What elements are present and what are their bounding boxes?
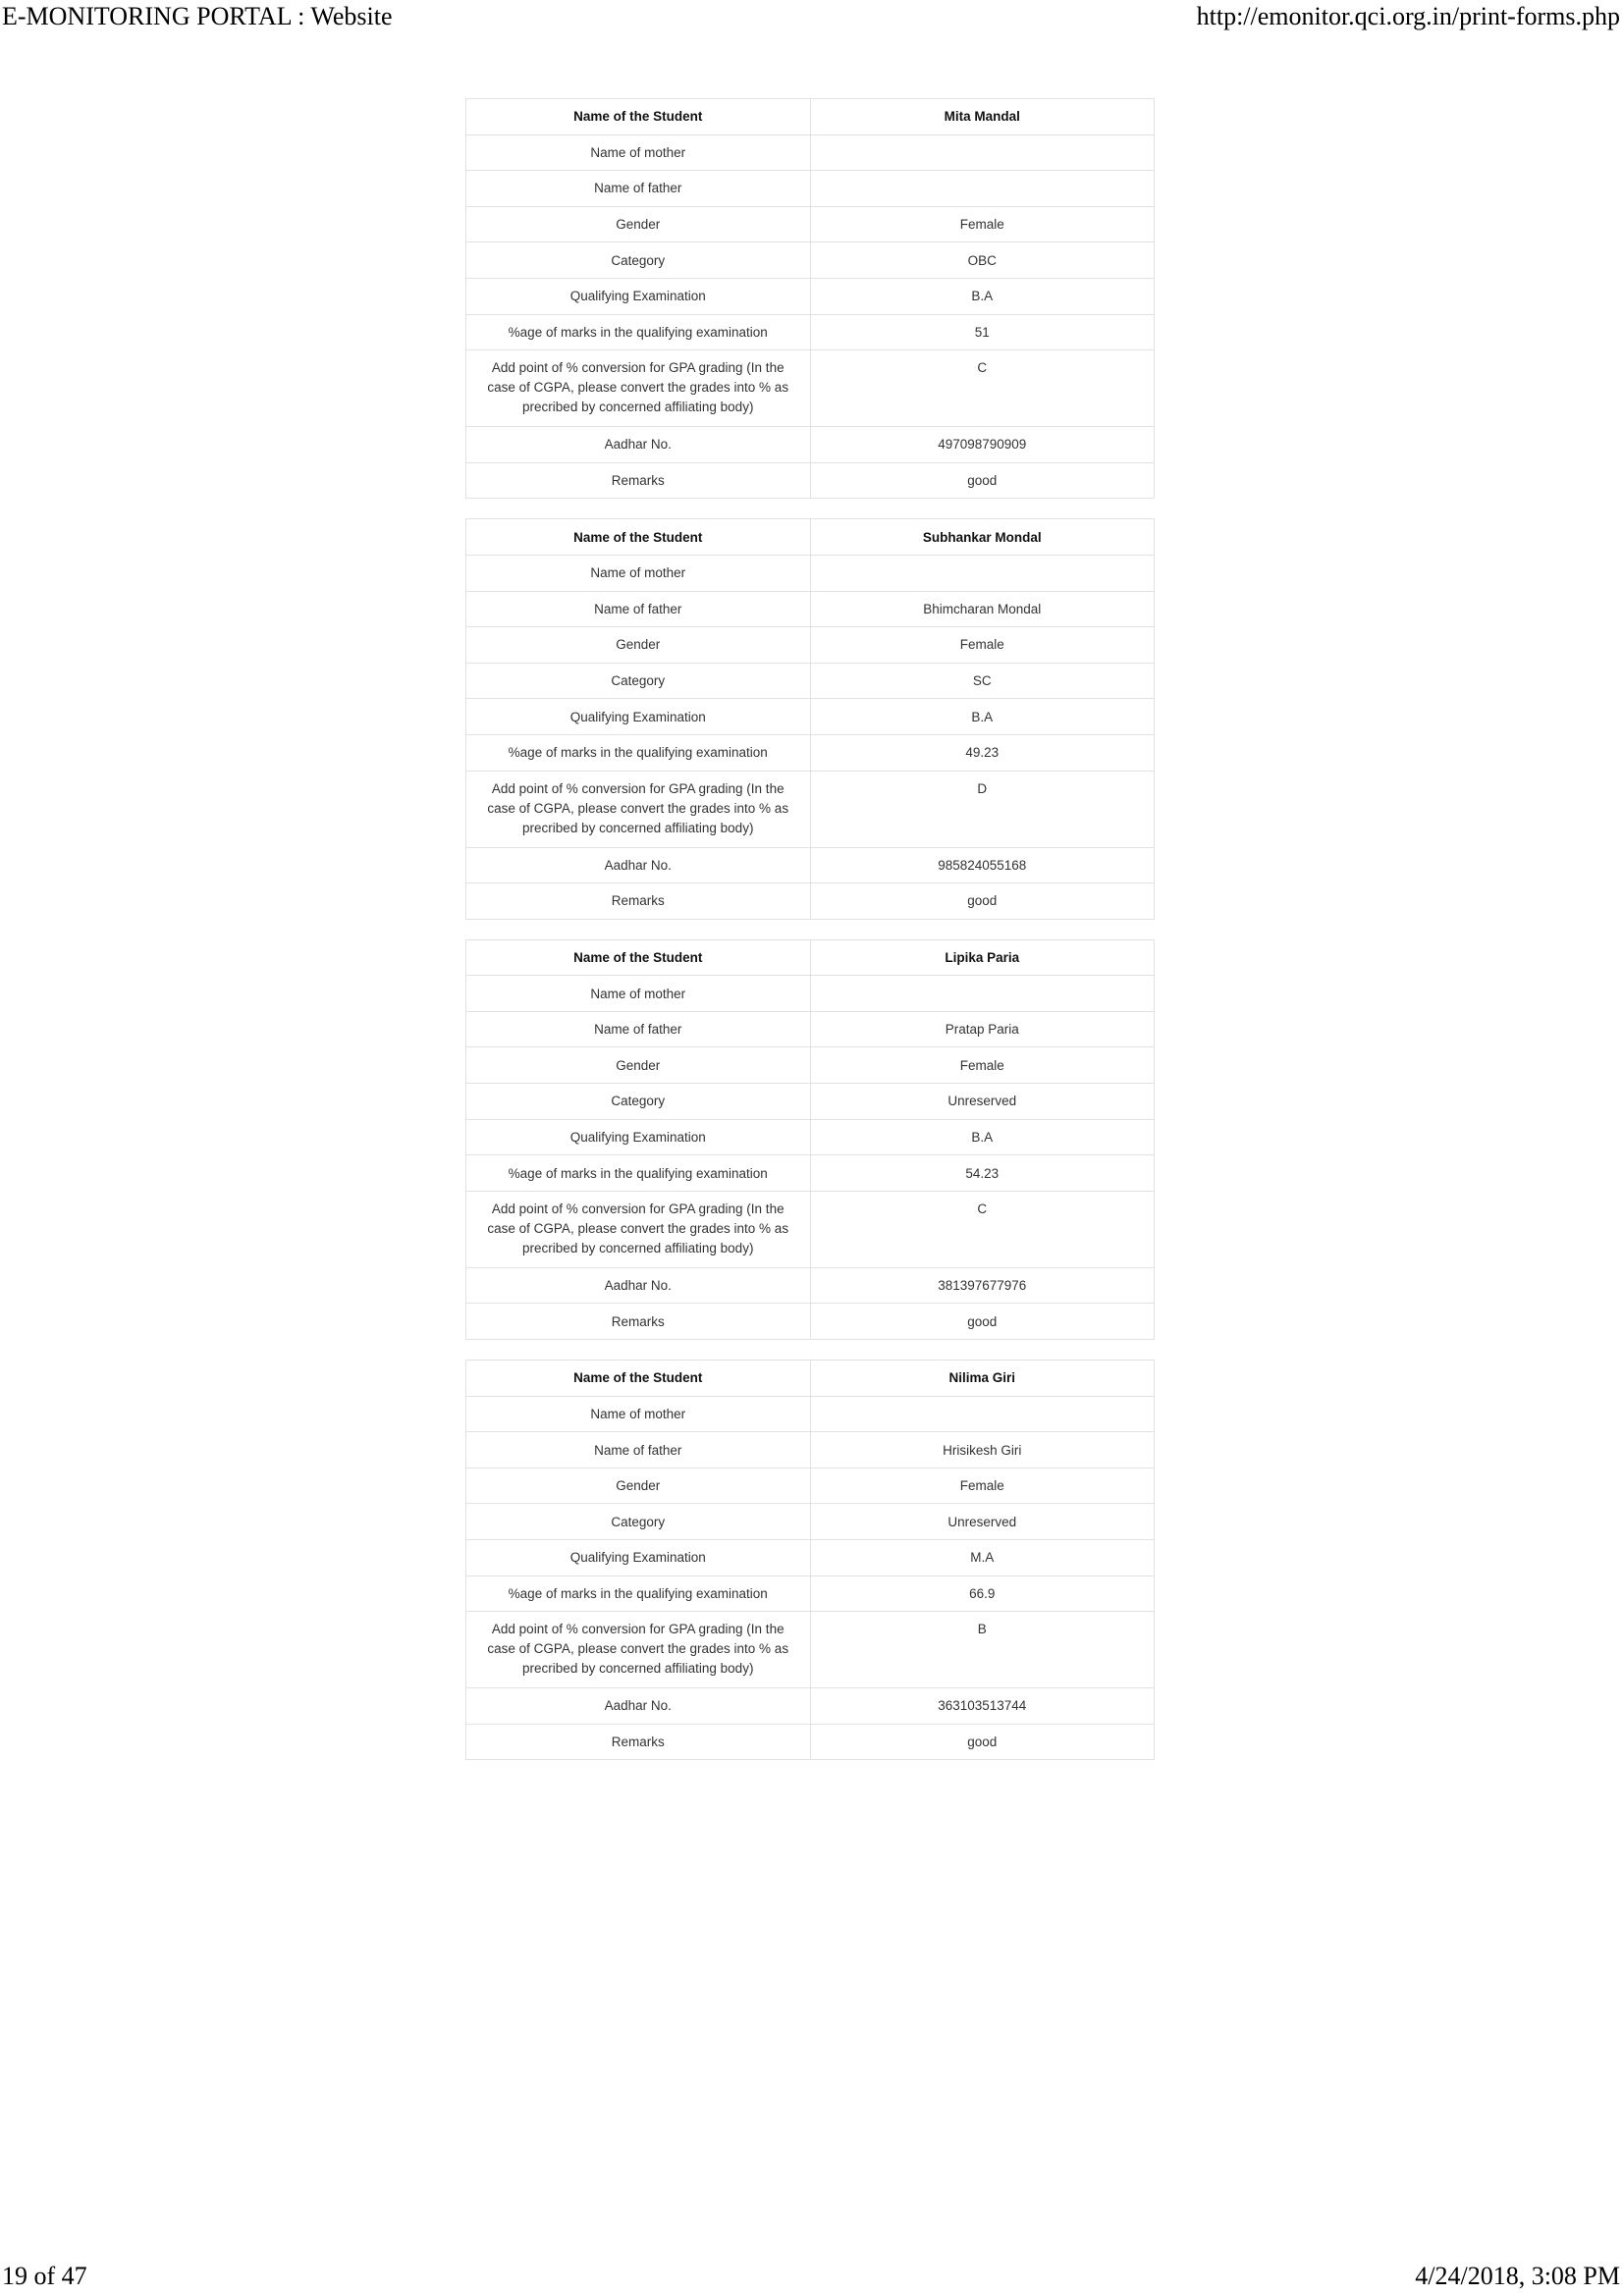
label-qualifying-exam: Qualifying Examination	[466, 1119, 811, 1155]
table-row-mother	[466, 1396, 1155, 1432]
table-row-father	[466, 171, 1155, 207]
label-marks: %age of marks in the qualifying examination	[466, 1155, 811, 1192]
value-father: Hrisikesh Giri	[810, 1432, 1155, 1468]
table-row-remarks	[466, 1304, 1155, 1340]
value-aadhar: 381397677976	[810, 1267, 1155, 1304]
value-marks: 66.9	[810, 1575, 1155, 1612]
label-aadhar: Aadhar No.	[466, 847, 811, 883]
table-row-remarks	[466, 1724, 1155, 1760]
print-datetime: 4/24/2018, 3:08 PM	[1415, 2262, 1620, 2290]
label-category: Category	[466, 1504, 811, 1540]
value-aadhar: 985824055168	[810, 847, 1155, 883]
label-mother: Name of mother	[466, 976, 811, 1012]
value-qualifying-exam: M.A	[810, 1540, 1155, 1576]
value-gender: Female	[810, 627, 1155, 664]
table-row-category	[466, 1084, 1155, 1120]
value-name: Nilima Giri	[810, 1361, 1155, 1397]
table-row-gpa	[466, 771, 1155, 847]
table-row-qualifying-exam	[466, 1540, 1155, 1576]
value-gpa: D	[810, 771, 1155, 847]
table-row-qualifying-exam	[466, 699, 1155, 735]
label-name: Name of the Student	[466, 99, 811, 135]
table-row-mother	[466, 555, 1155, 591]
label-father: Name of father	[466, 591, 811, 627]
table-row-marks	[466, 1155, 1155, 1192]
table-row-gender	[466, 627, 1155, 664]
value-mother	[810, 976, 1155, 1012]
student-table	[465, 1360, 1155, 1760]
label-name: Name of the Student	[466, 1361, 811, 1397]
value-category: SC	[810, 663, 1155, 699]
table-row-name	[466, 99, 1155, 135]
page-title: E-MONITORING PORTAL : Website	[2, 2, 393, 30]
print-footer	[0, 2260, 1623, 2293]
value-mother	[810, 555, 1155, 591]
value-remarks: good	[810, 462, 1155, 499]
label-aadhar: Aadhar No.	[466, 1267, 811, 1304]
value-category: Unreserved	[810, 1084, 1155, 1120]
table-row-gender	[466, 206, 1155, 242]
value-qualifying-exam: B.A	[810, 278, 1155, 314]
page-url: http://emonitor.qci.org.in/print-forms.php	[1196, 2, 1620, 30]
table-row-name	[466, 519, 1155, 556]
value-gpa: C	[810, 350, 1155, 427]
value-gender: Female	[810, 1047, 1155, 1084]
table-row-father	[466, 591, 1155, 627]
table-row-aadhar	[466, 427, 1155, 463]
label-name: Name of the Student	[466, 519, 811, 556]
label-mother: Name of mother	[466, 134, 811, 171]
value-qualifying-exam: B.A	[810, 1119, 1155, 1155]
label-father: Name of father	[466, 1011, 811, 1047]
label-remarks: Remarks	[466, 462, 811, 499]
label-marks: %age of marks in the qualifying examination	[466, 1575, 811, 1612]
table-row-father	[466, 1011, 1155, 1047]
label-father: Name of father	[466, 1432, 811, 1468]
table-row-mother	[466, 134, 1155, 171]
label-gpa: Add point of % conversion for GPA grading (In the case of CGPA, please convert the grades into % as precribed by concerned affiliating body)	[466, 350, 811, 427]
label-name: Name of the Student	[466, 939, 811, 976]
student-table	[465, 98, 1155, 499]
table-row-category	[466, 663, 1155, 699]
value-gender: Female	[810, 1468, 1155, 1504]
value-category: OBC	[810, 242, 1155, 279]
page-number: 19 of 47	[2, 2262, 87, 2290]
label-gpa: Add point of % conversion for GPA grading (In the case of CGPA, please convert the grades into % as precribed by concerned affiliating body)	[466, 1191, 811, 1267]
value-gpa: C	[810, 1191, 1155, 1267]
table-row-aadhar	[466, 1688, 1155, 1725]
table-row-remarks	[466, 462, 1155, 499]
value-mother	[810, 134, 1155, 171]
student-table	[465, 939, 1155, 1340]
value-gender: Female	[810, 206, 1155, 242]
value-aadhar: 497098790909	[810, 427, 1155, 463]
value-mother	[810, 1396, 1155, 1432]
table-row-mother	[466, 976, 1155, 1012]
value-father: Pratap Paria	[810, 1011, 1155, 1047]
label-category: Category	[466, 1084, 811, 1120]
table-row-father	[466, 1432, 1155, 1468]
value-father	[810, 171, 1155, 207]
label-qualifying-exam: Qualifying Examination	[466, 699, 811, 735]
value-remarks: good	[810, 1724, 1155, 1760]
print-header	[0, 0, 1623, 33]
table-row-gpa	[466, 1191, 1155, 1267]
label-qualifying-exam: Qualifying Examination	[466, 1540, 811, 1576]
label-mother: Name of mother	[466, 1396, 811, 1432]
value-name: Mita Mandal	[810, 99, 1155, 135]
label-gender: Gender	[466, 1468, 811, 1504]
label-father: Name of father	[466, 171, 811, 207]
label-marks: %age of marks in the qualifying examination	[466, 314, 811, 350]
table-row-name	[466, 1361, 1155, 1397]
table-row-category	[466, 242, 1155, 279]
table-row-qualifying-exam	[466, 1119, 1155, 1155]
student-table	[465, 518, 1155, 919]
table-row-gpa	[466, 1612, 1155, 1688]
label-remarks: Remarks	[466, 883, 811, 920]
value-marks: 54.23	[810, 1155, 1155, 1192]
label-marks: %age of marks in the qualifying examination	[466, 734, 811, 771]
table-row-aadhar	[466, 1267, 1155, 1304]
table-row-qualifying-exam	[466, 278, 1155, 314]
label-category: Category	[466, 242, 811, 279]
label-remarks: Remarks	[466, 1724, 811, 1760]
value-marks: 51	[810, 314, 1155, 350]
value-gpa: B	[810, 1612, 1155, 1688]
label-gpa: Add point of % conversion for GPA grading (In the case of CGPA, please convert the grades into % as precribed by concerned affiliating body)	[466, 771, 811, 847]
label-gpa: Add point of % conversion for GPA grading (In the case of CGPA, please convert the grades into % as precribed by concerned affiliating body)	[466, 1612, 811, 1688]
table-row-category	[466, 1504, 1155, 1540]
table-row-aadhar	[466, 847, 1155, 883]
table-row-gender	[466, 1047, 1155, 1084]
label-category: Category	[466, 663, 811, 699]
table-row-remarks	[466, 883, 1155, 920]
label-aadhar: Aadhar No.	[466, 1688, 811, 1725]
table-row-name	[466, 939, 1155, 976]
value-father: Bhimcharan Mondal	[810, 591, 1155, 627]
value-remarks: good	[810, 1304, 1155, 1340]
value-aadhar: 363103513744	[810, 1688, 1155, 1725]
label-gender: Gender	[466, 1047, 811, 1084]
value-remarks: good	[810, 883, 1155, 920]
table-row-marks	[466, 314, 1155, 350]
label-qualifying-exam: Qualifying Examination	[466, 278, 811, 314]
label-aadhar: Aadhar No.	[466, 427, 811, 463]
table-row-gender	[466, 1468, 1155, 1504]
student-forms	[465, 98, 1155, 1780]
value-category: Unreserved	[810, 1504, 1155, 1540]
value-name: Lipika Paria	[810, 939, 1155, 976]
table-row-marks	[466, 734, 1155, 771]
label-gender: Gender	[466, 627, 811, 664]
label-remarks: Remarks	[466, 1304, 811, 1340]
value-marks: 49.23	[810, 734, 1155, 771]
label-gender: Gender	[466, 206, 811, 242]
value-name: Subhankar Mondal	[810, 519, 1155, 556]
table-row-gpa	[466, 350, 1155, 427]
label-mother: Name of mother	[466, 555, 811, 591]
table-row-marks	[466, 1575, 1155, 1612]
value-qualifying-exam: B.A	[810, 699, 1155, 735]
